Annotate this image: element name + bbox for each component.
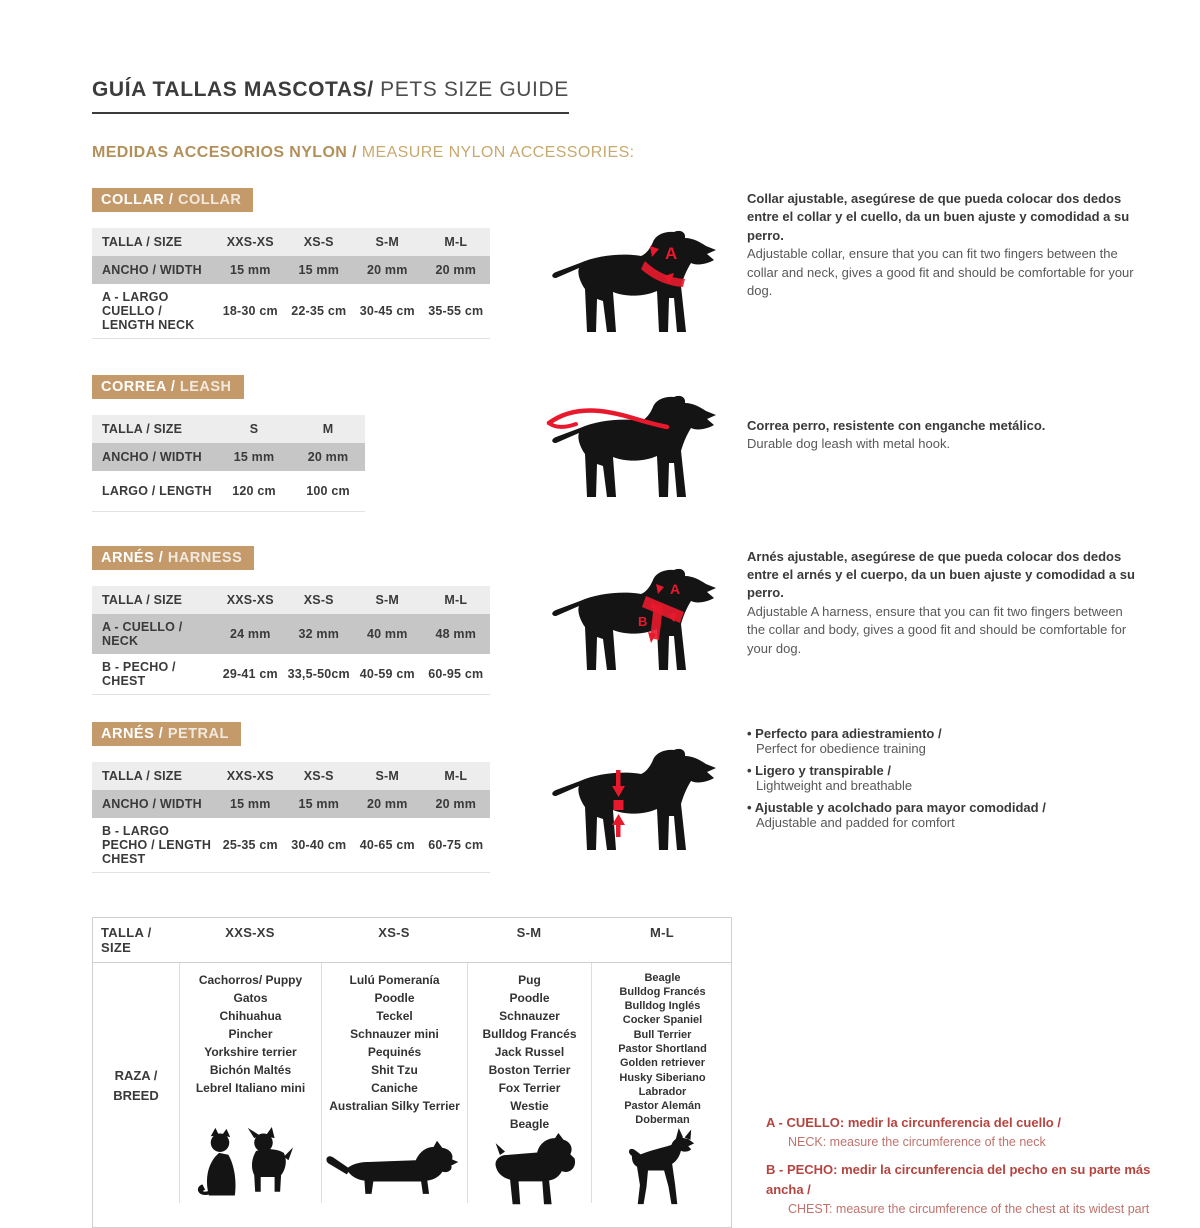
value-cell: 15 mm <box>217 443 291 471</box>
dog-collar-illustration <box>540 228 730 338</box>
raza-breed-label: RAZA / BREED <box>113 1068 159 1103</box>
breed-item: Golden retriever <box>620 1057 705 1070</box>
note-en: NECK: measure the circumference of the neck <box>788 1134 1046 1149</box>
header-cell: S-M <box>353 762 422 790</box>
value-cell: 33,5-50cm <box>285 654 354 695</box>
breed-item: Poodle <box>509 990 550 1005</box>
value-cell: 24 mm <box>216 614 285 654</box>
breed-item: Labrador <box>638 1085 687 1098</box>
breed-item: Beagle <box>509 1116 550 1131</box>
header-cell: XS-S <box>378 924 410 940</box>
row-label: ANCHO / WIDTH <box>92 443 217 471</box>
page-title-en: PETS SIZE GUIDE <box>373 78 569 101</box>
breed-item: Pincher <box>228 1026 273 1041</box>
header-cell: XS-S <box>285 762 354 790</box>
badge-label-es: ARNÉS / <box>101 725 168 742</box>
badge-label-es: ARNÉS / <box>101 549 168 566</box>
badge-label-en: PETRAL <box>167 725 229 742</box>
breed-row-label-cell <box>93 963 179 1203</box>
breed-column-xs-s <box>321 963 467 1203</box>
header-cell: XXS-XS <box>216 228 285 256</box>
breed-item: Poodle <box>374 990 415 1005</box>
leash-description <box>747 417 1139 454</box>
breed-item: Pequinés <box>367 1044 422 1059</box>
benefit-en: Perfect for obedience training <box>756 740 926 756</box>
section-collar <box>92 188 1160 339</box>
value-cell: 29-41 cm <box>216 654 285 695</box>
breed-item: Shit Tzu <box>371 1062 418 1077</box>
breed-table-body <box>93 963 731 1203</box>
benefit-item <box>747 800 1139 830</box>
leash-size-table <box>92 415 365 512</box>
dog-leash-illustration <box>540 393 730 503</box>
breed-item: Fox Terrier <box>498 1080 561 1095</box>
value-cell: 25-35 cm <box>216 818 285 873</box>
table-header-row <box>92 228 490 256</box>
row-label: B - PECHO / CHEST <box>92 654 216 695</box>
page-subtitle-es: MEDIDAS ACCESORIOS NYLON / <box>92 144 362 161</box>
header-cell: M-L <box>422 762 491 790</box>
note-es: B - PECHO: medir la circunferencia del pecho en su parte más ancha / <box>766 1162 1151 1198</box>
value-cell: 20 mm <box>422 790 491 818</box>
header-cell: TALLA / SIZE <box>92 762 216 790</box>
breed-item: Pastor Shortland <box>618 1042 707 1055</box>
header-cell: TALLA / SIZE <box>92 228 216 256</box>
value-cell: 20 mm <box>422 256 491 284</box>
width-row <box>92 790 490 818</box>
table-header-row <box>92 415 365 443</box>
row-label: ANCHO / WIDTH <box>92 256 216 284</box>
header-cell: S-M <box>516 924 542 940</box>
width-row <box>92 443 365 471</box>
petral-section-badge <box>92 722 241 746</box>
breed-item: Cachorros/ Puppy <box>198 972 303 987</box>
breed-item: Beagle <box>644 971 681 984</box>
header-cell: M-L <box>650 924 674 940</box>
breed-item: Bulldog Francés <box>482 1026 577 1041</box>
row-label: LARGO / LENGTH <box>92 471 217 511</box>
page-subtitle <box>92 144 1160 162</box>
harness-size-table <box>92 586 490 695</box>
breed-item: Husky Siberiano <box>619 1071 706 1084</box>
value-cell: 40-65 cm <box>353 818 422 873</box>
badge-label-es: CORREA / <box>101 379 180 395</box>
header-cell: S-M <box>353 228 422 256</box>
breed-column-s-m <box>467 963 591 1203</box>
collar-description <box>747 188 1139 301</box>
breed-item: Chihuahua <box>219 1008 282 1023</box>
schnauzer-silhouette <box>481 1133 579 1211</box>
petral-size-table <box>92 762 490 873</box>
breed-item: Jack Russel <box>494 1044 565 1059</box>
breed-item: Schnauzer mini <box>350 1026 439 1041</box>
breed-item: Doberman <box>635 1114 690 1127</box>
badge-label-en: LEASH <box>179 379 232 395</box>
benefit-item <box>747 763 1139 793</box>
note-es: A - CUELLO: medir la circunferencia del cuello / <box>766 1114 1061 1130</box>
value-cell: 15 mm <box>216 790 285 818</box>
note-en: CHEST: measure the circumference of the chest at its widest part <box>788 1202 1150 1217</box>
value-cell: 35-55 cm <box>422 284 491 339</box>
note-a-neck <box>766 1113 1160 1153</box>
value-cell: 60-75 cm <box>422 818 491 873</box>
neck-row <box>92 614 490 654</box>
chest-length-row <box>92 818 490 873</box>
leash-desc-en: Durable dog leash with metal hook. <box>747 436 951 452</box>
row-label: ANCHO / WIDTH <box>92 790 216 818</box>
note-b-chest <box>766 1160 1160 1220</box>
petral-benefits-list <box>747 722 1139 837</box>
row-label: A - LARGO CUELLO / LENGTH NECK <box>92 284 216 339</box>
length-row <box>92 471 365 511</box>
value-cell: 40-59 cm <box>353 654 422 695</box>
harness-desc-es: Arnés ajustable, asegúrese de que pueda colocar dos dedos entre el arnés y el cuerpo, da un buen ajuste y comodidad a su perro. <box>747 548 1135 601</box>
harness-section-badge <box>92 546 254 570</box>
benefit-en: Adjustable and padded for comfort <box>756 814 955 830</box>
badge-label-en: COLLAR <box>178 192 242 208</box>
collar-section-badge <box>92 188 253 212</box>
value-cell: 30-40 cm <box>285 818 354 873</box>
harness-desc-en: Adjustable A harness, ensure that you can fit two fingers between the collar and body, gives a good fit and should be comfortable for your dog. <box>747 603 1127 656</box>
breed-item: Gatos <box>233 990 268 1005</box>
breed-item: Westie <box>510 1098 549 1113</box>
value-cell: 22-35 cm <box>285 284 354 339</box>
measurement-notes <box>766 1113 1160 1228</box>
value-cell: 40 mm <box>353 614 422 654</box>
breed-item: Lulú Pomeranía <box>349 972 440 987</box>
header-cell: XS-S <box>285 586 354 614</box>
breed-item: Pug <box>518 972 541 987</box>
dachshund-silhouette <box>322 1139 468 1201</box>
value-cell: 32 mm <box>285 614 354 654</box>
breed-item: Pastor Alemán <box>624 1100 701 1113</box>
collar-size-table <box>92 228 490 339</box>
doberman-silhouette <box>617 1128 709 1210</box>
header-cell: M <box>291 415 365 443</box>
header-cell: TALLA / SIZE <box>101 924 152 955</box>
collar-desc-es: Collar ajustable, asegúrese de que pueda colocar dos dedos entre el collar y el cuello, da un buen ajuste y comodidad a su perro. <box>747 191 1130 243</box>
table-header-row <box>92 586 490 614</box>
page-title <box>92 78 569 114</box>
header-cell: S-M <box>353 586 422 614</box>
harness-description <box>747 546 1139 659</box>
leash-section-badge <box>92 375 244 399</box>
breed-item: Bull Terrier <box>633 1028 692 1041</box>
header-cell: M-L <box>422 586 491 614</box>
value-cell: 100 cm <box>291 471 365 511</box>
breed-item: Cocker Spaniel <box>622 1014 703 1027</box>
row-label: B - LARGO PECHO / LENGTH CHEST <box>92 818 216 873</box>
svg-text:B: B <box>638 613 648 629</box>
section-leash <box>92 375 1160 512</box>
breed-size-table <box>92 917 732 1228</box>
dog-harness-illustration <box>540 566 730 676</box>
value-cell: 15 mm <box>285 256 354 284</box>
width-row <box>92 256 490 284</box>
benefit-es: • Perfecto para adiestramiento / <box>747 726 1139 741</box>
value-cell: 15 mm <box>285 790 354 818</box>
header-cell: XXS-XS <box>216 762 285 790</box>
breed-list <box>329 971 460 1115</box>
breed-item: Schnauzer <box>499 1008 560 1023</box>
value-cell: 18-30 cm <box>216 284 285 339</box>
header-cell: TALLA / SIZE <box>92 586 216 614</box>
header-cell: S <box>217 415 291 443</box>
table-header-row <box>92 762 490 790</box>
breed-item: Bulldog Francés <box>619 985 706 998</box>
breed-list <box>618 971 707 1128</box>
svg-text:A: A <box>665 244 678 263</box>
length-row <box>92 284 490 339</box>
breed-item: Boston Terrier <box>488 1062 571 1077</box>
badge-label-en: HARNESS <box>167 549 243 566</box>
breed-item: Bichón Maltés <box>209 1062 292 1077</box>
benefit-item <box>747 726 1139 756</box>
breed-item: Bulldog Inglés <box>624 1000 701 1013</box>
header-cell: XXS-XS <box>225 924 275 940</box>
page-subtitle-en: MEASURE NYLON ACCESSORIES: <box>361 144 635 161</box>
breed-item: Teckel <box>376 1008 413 1023</box>
breed-column-xxs-xs <box>179 963 321 1203</box>
value-cell: 48 mm <box>422 614 491 654</box>
chest-row <box>92 654 490 695</box>
dog-petral-illustration <box>540 746 730 856</box>
value-cell: 120 cm <box>217 471 291 511</box>
leash-desc-es: Correa perro, resistente con enganche metálico. <box>747 418 1046 433</box>
section-petral <box>92 722 1160 873</box>
value-cell: 30-45 cm <box>353 284 422 339</box>
breed-table-header <box>93 918 731 963</box>
value-cell: 20 mm <box>353 790 422 818</box>
breed-item: Yorkshire terrier <box>204 1044 297 1059</box>
header-cell: XS-S <box>285 228 354 256</box>
badge-label-es: COLLAR / <box>101 192 178 208</box>
cat-and-chihuahua-silhouette <box>192 1127 310 1201</box>
value-cell: 60-95 cm <box>422 654 491 695</box>
benefit-en: Lightweight and breathable <box>756 777 913 793</box>
breed-list <box>482 971 576 1133</box>
breed-list <box>196 971 305 1097</box>
breed-item: Lebrel Italiano mini <box>195 1080 306 1095</box>
row-label: A - CUELLO / NECK <box>92 614 216 654</box>
benefit-es: • Ajustable y acolchado para mayor comodidad / <box>747 800 1139 815</box>
breed-item: Australian Silky Terrier <box>329 1098 460 1113</box>
header-cell: XXS-XS <box>216 586 285 614</box>
value-cell: 15 mm <box>216 256 285 284</box>
benefit-es: • Ligero y transpirable / <box>747 763 1139 778</box>
breed-item: Caniche <box>371 1080 418 1095</box>
breed-column-m-l <box>591 963 733 1203</box>
svg-text:A: A <box>670 580 681 597</box>
value-cell: 20 mm <box>353 256 422 284</box>
collar-desc-en: Adjustable collar, ensure that you can fit two fingers between the collar and neck, gives a good fit and should be comfortable for your dog. <box>747 246 1134 299</box>
header-cell: M-L <box>422 228 491 256</box>
header-cell: TALLA / SIZE <box>92 415 217 443</box>
section-harness <box>92 546 1160 695</box>
value-cell: 20 mm <box>291 443 365 471</box>
page-title-es: GUÍA TALLAS MASCOTAS/ <box>92 78 374 101</box>
